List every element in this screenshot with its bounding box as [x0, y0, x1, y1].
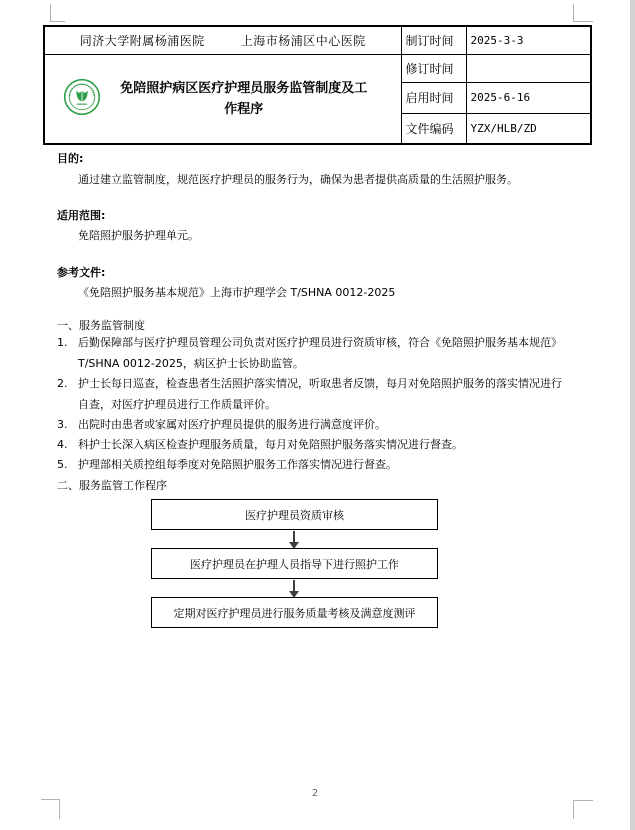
- field-label-effective: 启用时间: [401, 82, 466, 113]
- document-title: [101, 78, 397, 120]
- hospital-name-left: 同济大学附属杨浦医院: [79, 33, 205, 48]
- field-label-created: 制订时间: [401, 26, 466, 54]
- policy-item-number: 5.: [57, 458, 68, 471]
- policy-item-number: 4.: [57, 438, 68, 451]
- reference-body: 《免陪照护服务基本规范》上海市护理学会 T/SHNA 0012-2025: [78, 286, 396, 299]
- policy-item-line: 护士长每日巡查，检查患者生活照护落实情况，听取患者反馈，每月对免陪照护服务的落实情况进行: [78, 377, 562, 390]
- flowchart-step-3: 定期对医疗护理员进行服务质量考核及满意度测评: [151, 597, 438, 628]
- policy-item: [57, 333, 562, 374]
- policy-item-line: 自查，对医疗护理员进行工作质量评价。: [78, 397, 276, 411]
- field-value-created: 2025-3-3: [466, 26, 591, 54]
- flow-down-arrow-icon: [288, 531, 299, 549]
- policy-item: [57, 415, 386, 436]
- policy-item: [57, 435, 463, 456]
- margin-corner-mark-bottom-left: [41, 799, 60, 819]
- field-value-revised: [466, 54, 591, 82]
- reference-heading: 参考文件:: [57, 266, 106, 279]
- flowchart-step-2: 医疗护理员在护理人员指导下进行照护工作: [151, 548, 438, 579]
- document-title-cell: [44, 54, 401, 144]
- scope-heading: 适用范围:: [57, 209, 106, 222]
- flow-down-arrow-icon: [288, 580, 299, 598]
- margin-corner-mark-top-left: [50, 4, 65, 22]
- policy-item-line: 护理部相关质控组每季度对免陪照护服务工作落实情况进行督查。: [78, 458, 397, 471]
- hospital-name-right: 上海市杨浦区中心医院: [240, 33, 366, 48]
- margin-corner-mark-bottom-right: [573, 800, 593, 819]
- policy-item-line: 科护士长深入病区检查护理服务质量，每月对免陪照护服务落实情况进行督查。: [78, 438, 463, 451]
- section-two-heading: 二、服务监管工作程序: [57, 479, 167, 492]
- document-header-table: [43, 25, 592, 145]
- hospital-names-cell: [44, 26, 401, 54]
- page-number: 2: [311, 788, 319, 799]
- document-title-line2: 作程序: [224, 101, 264, 117]
- policy-item-number: 3.: [57, 418, 68, 431]
- scope-body: 免陪照护服务护理单元。: [78, 229, 199, 242]
- window-right-edge: [630, 0, 635, 830]
- policy-item-number: 2.: [57, 377, 68, 390]
- policy-item-number: 1.: [57, 336, 68, 349]
- policy-item-line: 后勤保障部与医疗护理员管理公司负责对医疗护理员进行资质审核，符合《免陪照护服务基本规范》: [78, 336, 562, 349]
- margin-corner-mark-top-right: [573, 4, 593, 22]
- flowchart-step-1: 医疗护理员资质审核: [151, 499, 438, 530]
- field-label-revised: 修订时间: [401, 54, 466, 82]
- policy-item: [57, 374, 562, 415]
- section-one-heading: 一、服务监管制度: [57, 319, 145, 332]
- purpose-body: 通过建立监管制度，规范医疗护理员的服务行为，确保为患者提供高质量的生活照护服务。: [78, 173, 518, 186]
- hospital-seal-icon: [63, 78, 101, 120]
- document-title-line1: 免陪照护病区医疗护理员服务监管制度及工: [120, 80, 368, 96]
- policy-item-line: T/SHNA 0012-2025，病区护士长协助监管。: [78, 356, 304, 370]
- field-value-effective: 2025-6-16: [466, 82, 591, 113]
- policy-item-line: 出院时由患者或家属对医疗护理员提供的服务进行满意度评价。: [78, 418, 386, 431]
- field-label-doc-code: 文件编码: [401, 113, 466, 144]
- field-value-doc-code: YZX/HLB/ZD: [466, 113, 591, 144]
- policy-item: [57, 455, 397, 476]
- purpose-heading: 目的:: [57, 152, 84, 165]
